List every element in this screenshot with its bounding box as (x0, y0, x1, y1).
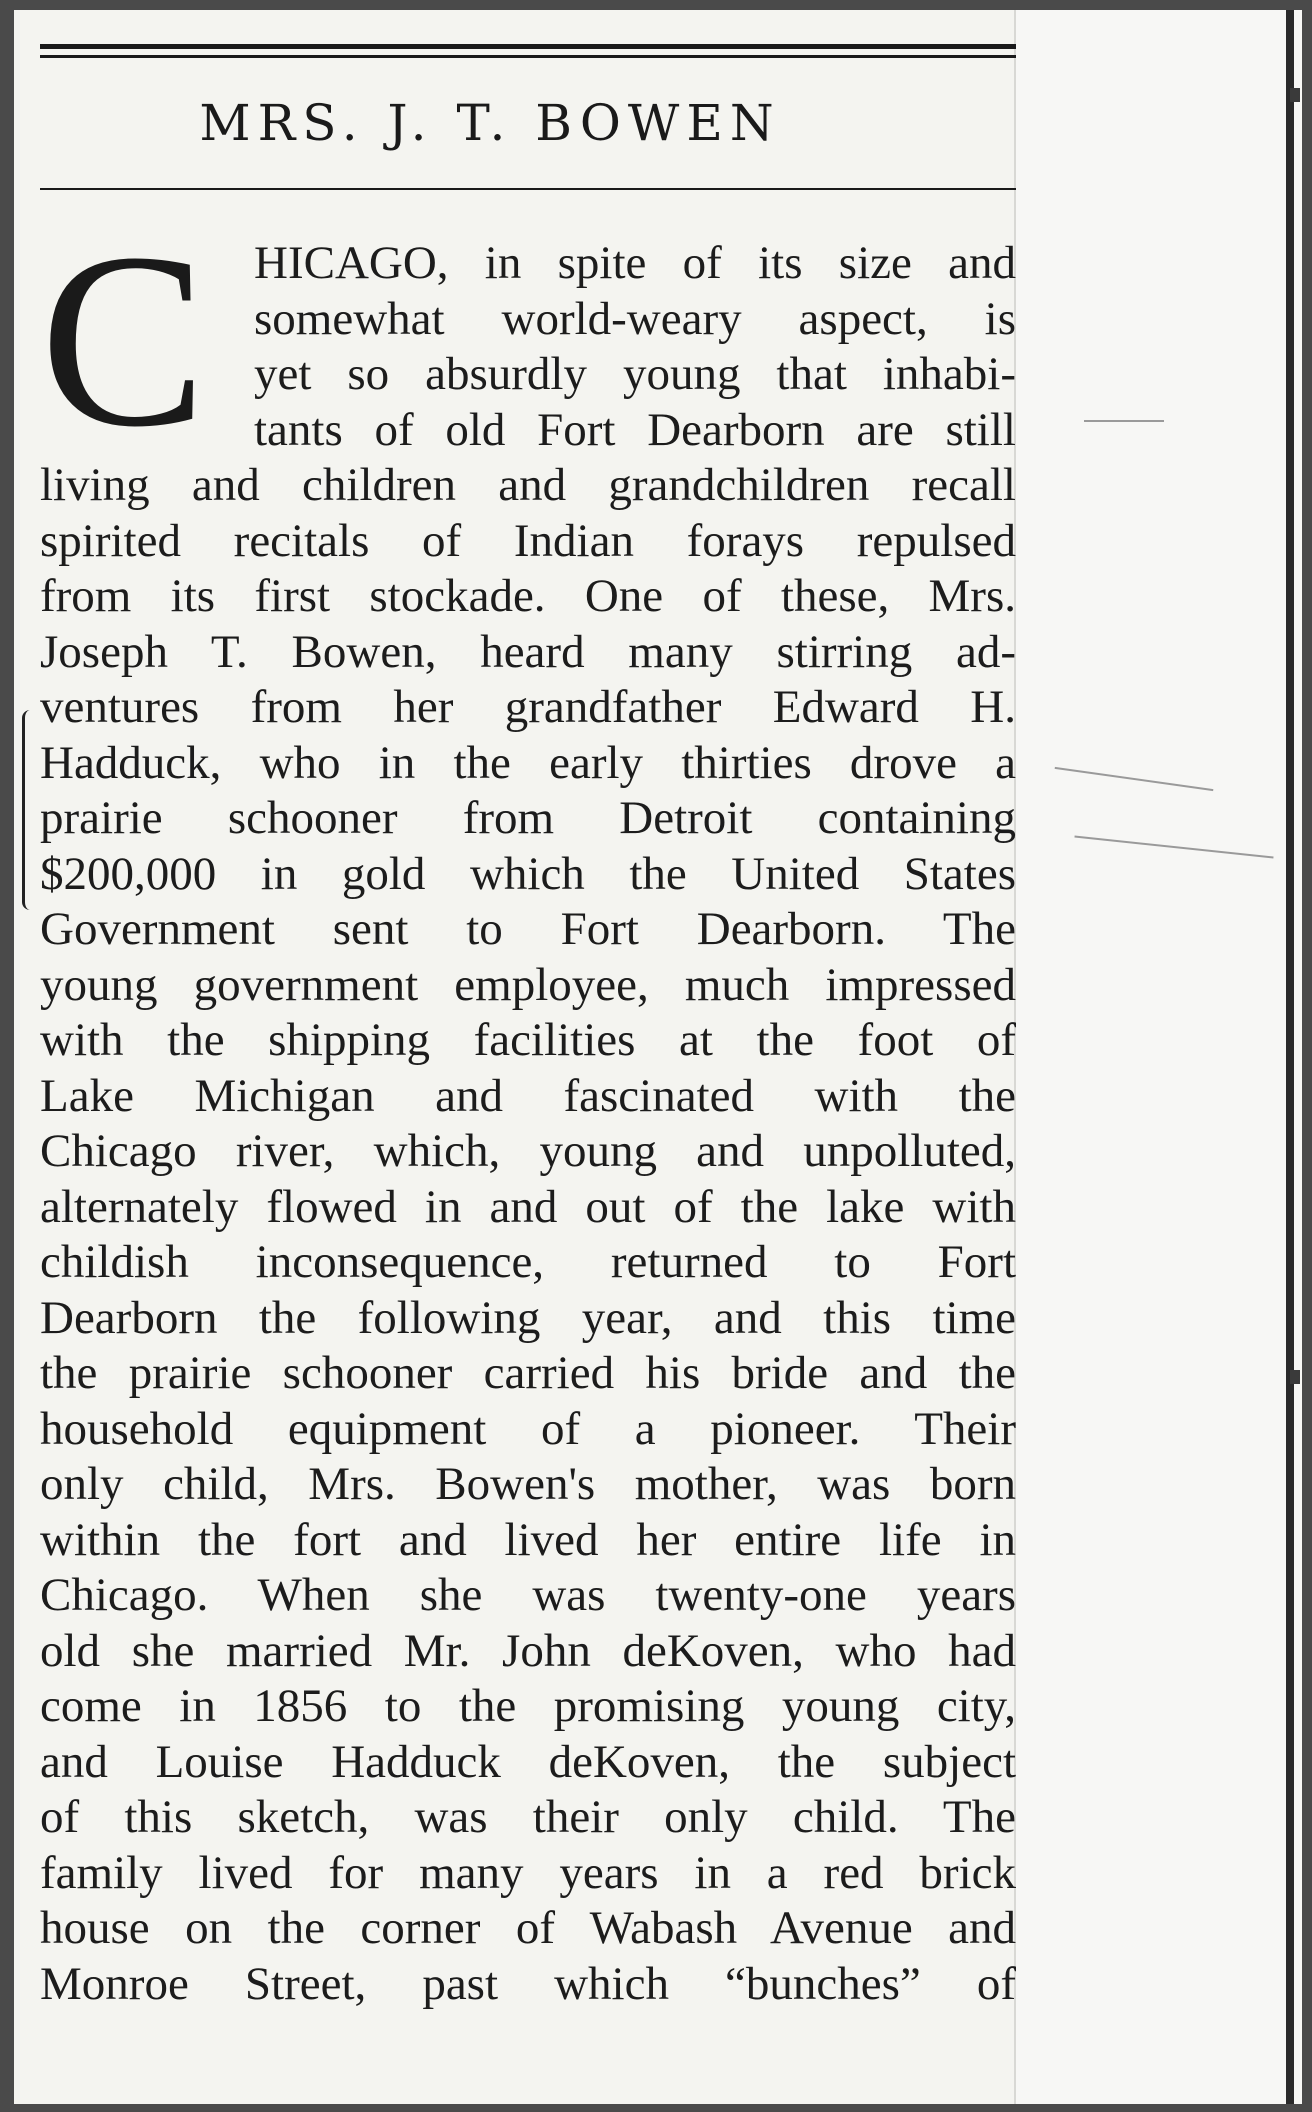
text-line: HICAGO, in spite of its size and (254, 237, 1016, 289)
text-line: tants of old Fort Dearborn are still (254, 403, 1016, 456)
text-line: within the fort and lived her entire life in (40, 1513, 1016, 1566)
page-edge-shadow (1286, 10, 1294, 2104)
margin-mark (1290, 1370, 1300, 1384)
drop-cap: C (40, 202, 207, 479)
text-line: of this sketch, was their only child. The (40, 1791, 1016, 1843)
text-line: Chicago river, which, young and unpolluted, (40, 1125, 1016, 1177)
margin-mark (1290, 88, 1300, 102)
text-line: house on the corner of Wabash Avenue and (40, 1902, 1016, 1954)
text-line: alternately flowed in and out of the lake with (40, 1180, 1016, 1233)
text-line: prairie schooner from Detroit containing (40, 792, 1016, 844)
text-line: only child, Mrs. Bowen's mother, was born (40, 1458, 1016, 1510)
text-line: ventures from her grandfather Edward H. (40, 681, 1016, 733)
text-line: Dearborn the following year, and this time (40, 1291, 1016, 1344)
scanned-page (14, 10, 1302, 2104)
text-line: Hadduck, who in the early thirties drove a (40, 736, 1016, 789)
text-line: family lived for many years in a red brick (40, 1846, 1016, 1899)
text-line: living and children and grandchildren recall (40, 459, 1016, 511)
title-underline-rule (40, 188, 1016, 190)
article-body (40, 236, 1016, 2012)
text-line: from its first stockade. One of these, Mrs. (40, 570, 1016, 622)
text-line: spirited recitals of Indian forays repulsed (40, 514, 1016, 567)
text-line: young government employee, much impressed (40, 958, 1016, 1011)
text-line: household equipment of a pioneer. Their (40, 1402, 1016, 1455)
text-line: $200,000 in gold which the United States (40, 847, 1016, 900)
text-line: the prairie schooner carried his bride and the (40, 1347, 1016, 1399)
text-line: Lake Michigan and fascinated with the (40, 1069, 1016, 1122)
text-line: old she married Mr. John deKoven, who had (40, 1624, 1016, 1677)
text-line: Monroe Street, past which “bunches” of (40, 1957, 1016, 2010)
text-line: Government sent to Fort Dearborn. The (40, 903, 1016, 955)
text-line: childish inconsequence, returned to Fort (40, 1236, 1016, 1288)
page-margin-area (1014, 10, 1302, 2104)
text-line: Chicago. When she was twenty-one years (40, 1569, 1016, 1621)
text-line: Joseph T. Bowen, heard many stirring ad- (40, 625, 1016, 678)
text-line: and Louise Hadduck deKoven, the subject (40, 1735, 1016, 1788)
article-title: MRS. J. T. BOWEN (199, 94, 781, 152)
header-double-rule (40, 44, 1016, 58)
text-line: with the shipping facilities at the foot of (40, 1014, 1016, 1066)
text-line: come in 1856 to the promising young city, (40, 1680, 1016, 1732)
margin-mark (1084, 420, 1164, 422)
margin-bracket (22, 710, 39, 910)
text-line: somewhat world-weary aspect, is (254, 292, 1016, 345)
text-line: yet so absurdly young that inhabi- (254, 348, 1016, 400)
